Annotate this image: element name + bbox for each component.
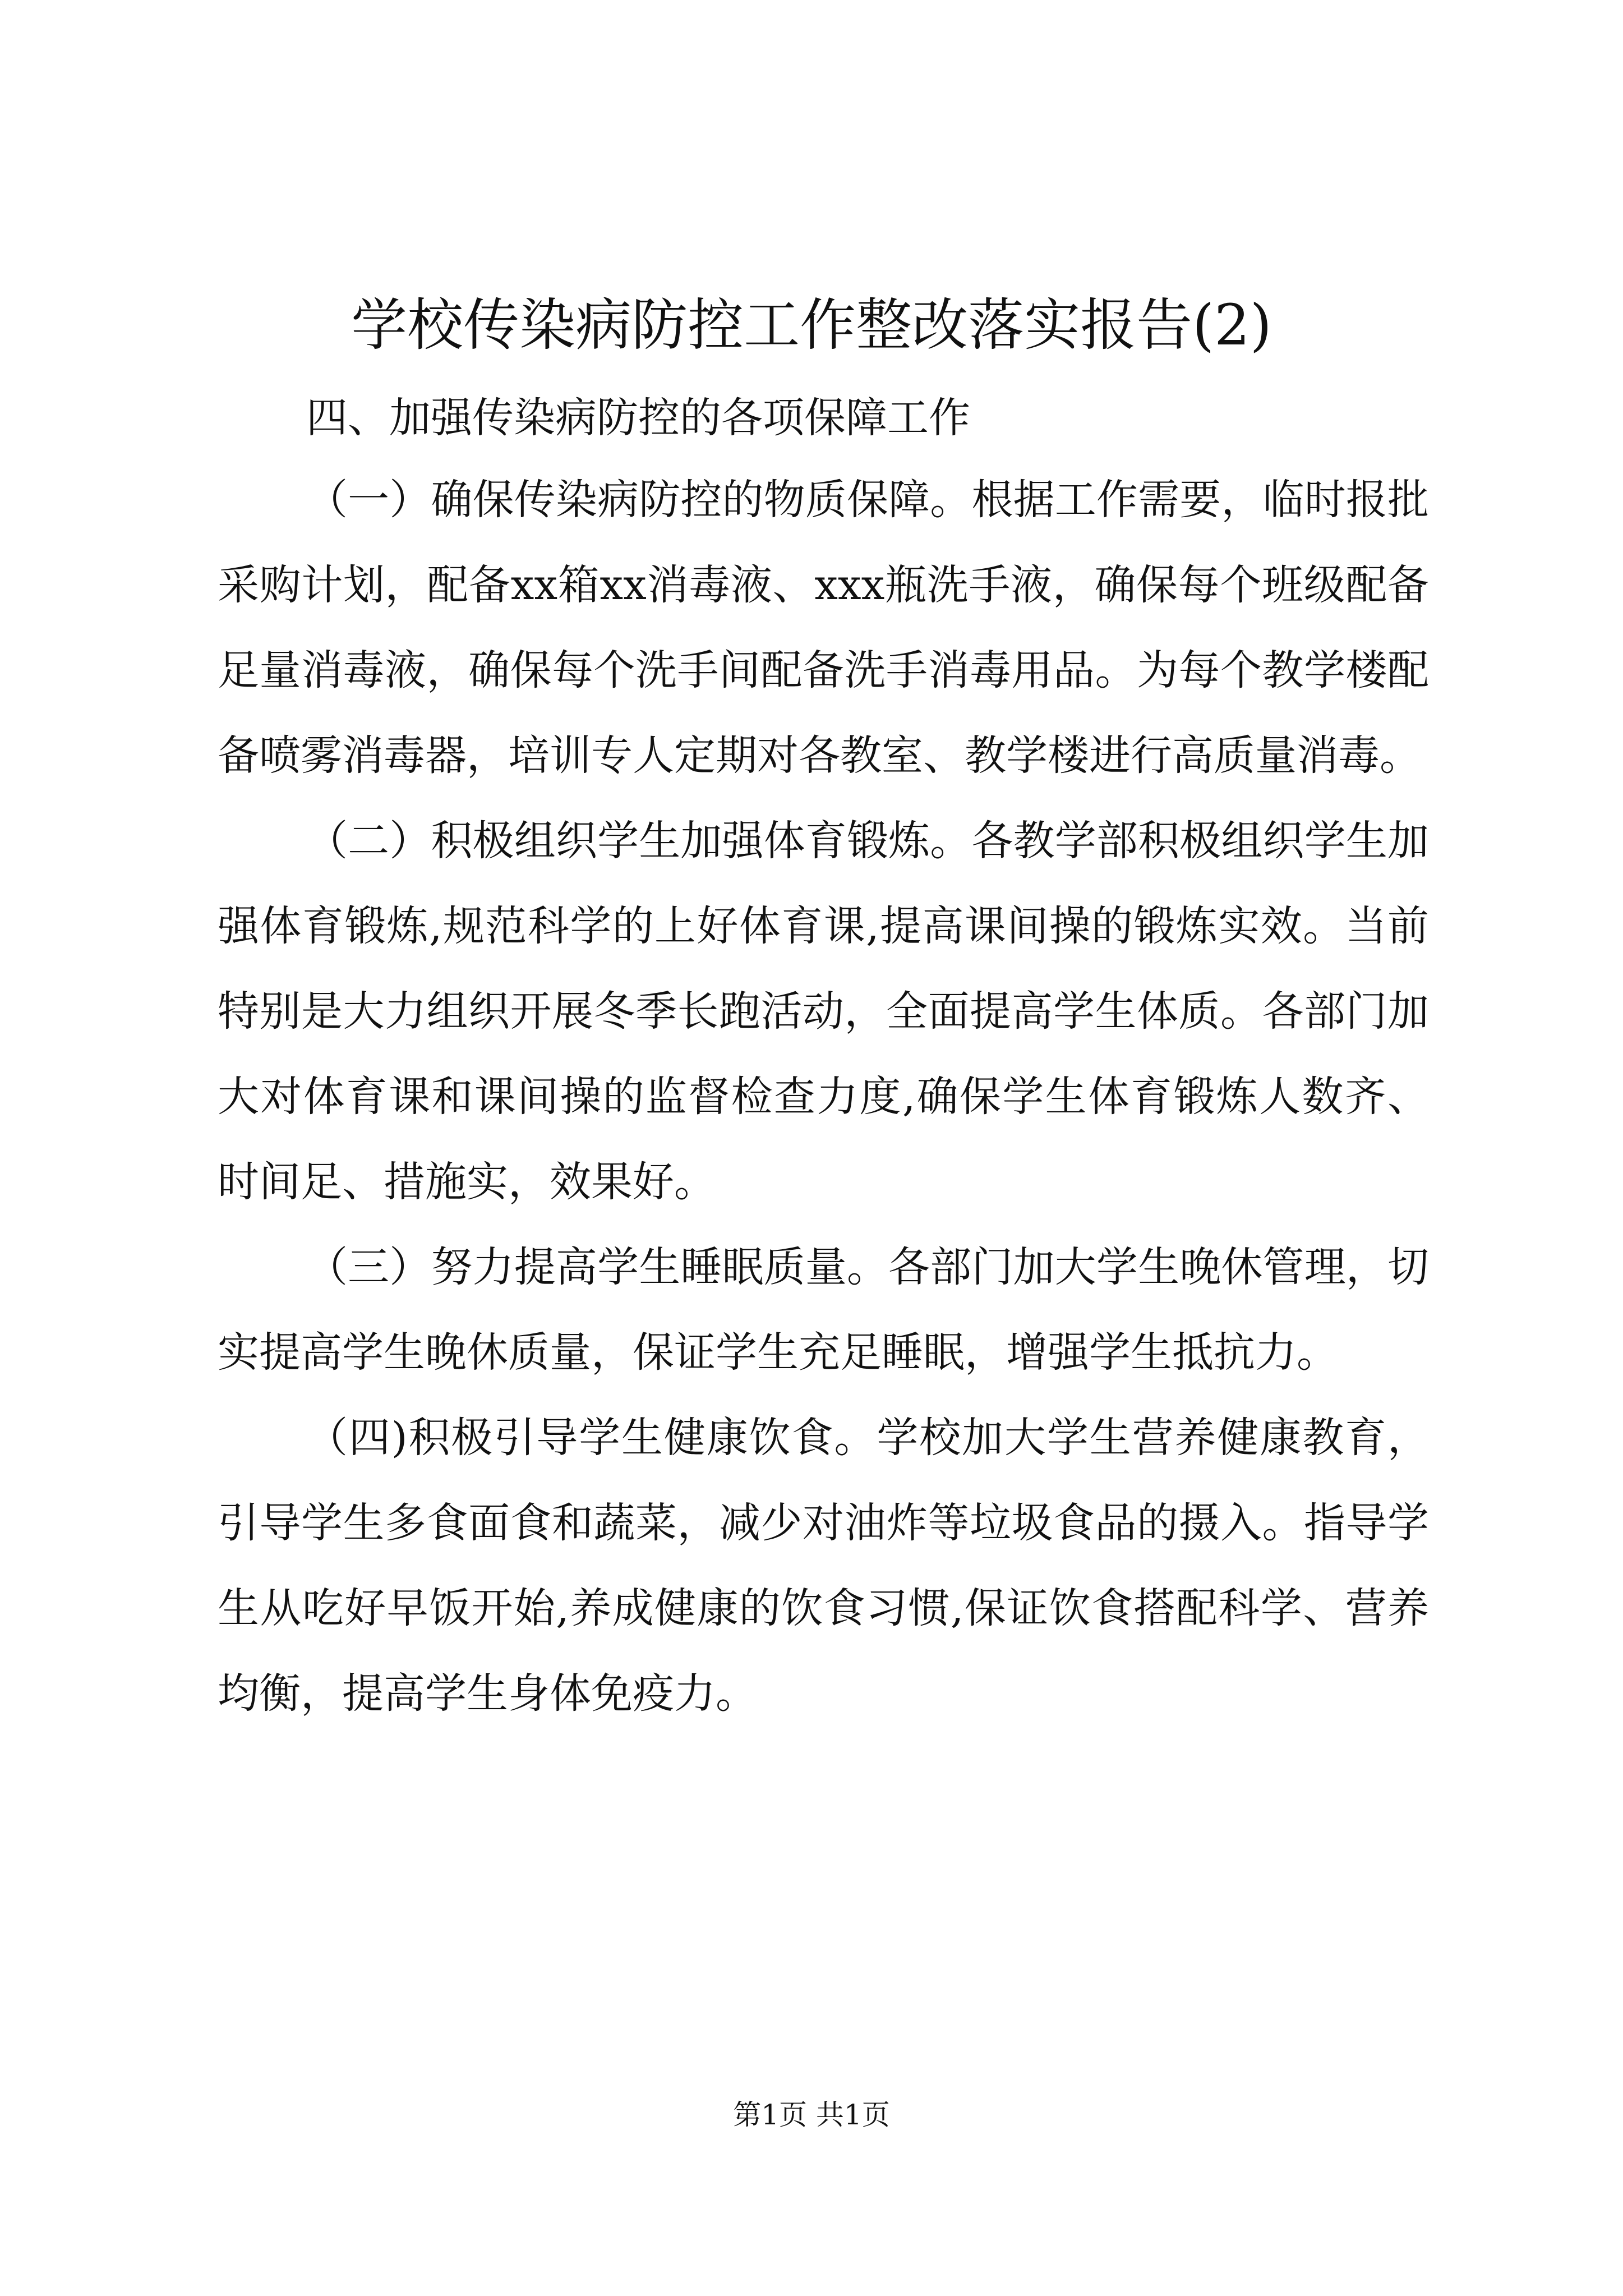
document-title: 学校传染病防控工作整改落实报告(2) bbox=[351, 292, 1272, 358]
section-heading: 四、加强传染病防控的各项保障工作 bbox=[306, 394, 970, 442]
paragraph-4: （四)积极引导学生健康饮食。学校加大学生营养健康教育，引导学生多食面食和蔬菜，减少对油炸等垃圾食品的摄入。指导学生从吃好早饭开始,养成健康的饮食习惯,保证饮食搭配科学、营养均衡，提高学生身体免疫力。 bbox=[218, 1414, 1429, 1718]
document-body bbox=[218, 457, 1429, 1736]
paragraph-2: （二）积极组织学生加强体育锻炼。各教学部积极组织学生加强体育锻炼,规范科学的上好体育课,提高课间操的锻炼实效。当前特别是大力组织开展冬季长跑活动，全面提高学生体质。各部门加大对体育课和课间操的监督检查力度,确保学生体育锻炼人数齐、时间足、措施实，效果好。 bbox=[218, 817, 1429, 1206]
page-footer: 第1页 共1页 bbox=[733, 2099, 890, 2131]
paragraph-1: （一）确保传染病防控的物质保障。根据工作需要，临时报批采购计划，配备xx箱xx消毒液、xxx瓶洗手液，确保每个班级配备足量消毒液，确保每个洗手间配备洗手消毒用品。为每个教学楼配备喷雾消毒器，培训专人定期对各教室、教学楼进行高质量消毒。 bbox=[218, 476, 1429, 780]
paragraph-3: （三）努力提高学生睡眠质量。各部门加大学生晚休管理，切实提高学生晚休质量，保证学生充足睡眠，增强学生抵抗力。 bbox=[218, 1243, 1429, 1377]
